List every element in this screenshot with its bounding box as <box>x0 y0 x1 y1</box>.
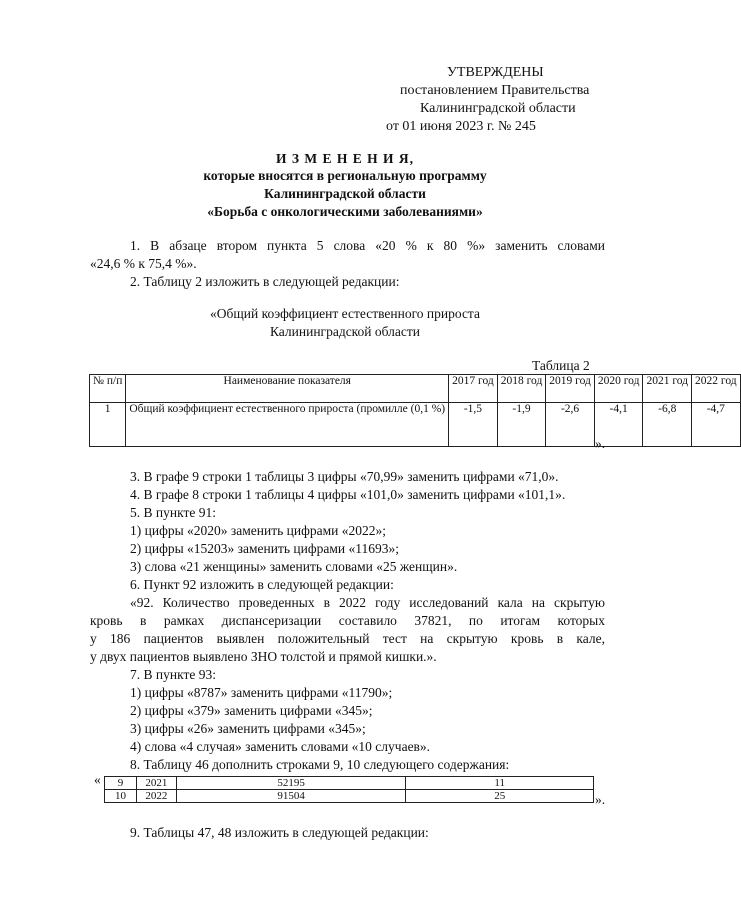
paragraph-5-item-2: 2) цифры «15203» заменить цифрами «11693»; <box>130 541 399 556</box>
paragraph-7-item-4: 4) слова «4 случая» заменить словами «10 случаев». <box>130 739 431 754</box>
table-46-rows <box>104 776 594 803</box>
table-46-row <box>105 790 594 803</box>
table-46-row <box>105 777 594 790</box>
paragraph-3: 3. В графе 9 строки 1 таблицы 3 цифры «70,99» заменить цифрами «71,0». <box>130 469 559 484</box>
table-46-cell: 2022 <box>136 790 176 803</box>
table-2-cell-value: -1,9 <box>497 403 546 447</box>
paragraph-6: 6. Пункт 92 изложить в следующей редакции: <box>130 577 394 592</box>
table-2-header-row <box>90 375 741 403</box>
table-2-cell-value: -2,6 <box>546 403 595 447</box>
table-2-cell-value: -6,8 <box>643 403 692 447</box>
paragraph-7: 7. В пункте 93: <box>130 667 216 682</box>
paragraph-6-quote-line-2: кровь в рамках диспансеризации составило 37821, по итогам которых <box>90 613 605 628</box>
table-2-close-quote: ». <box>595 436 606 451</box>
table-2-header-year: 2018 год <box>497 375 546 403</box>
table-2-cell-value: -1,5 <box>449 403 498 447</box>
document-title: И З М Е Н Е Н И Я, <box>275 151 414 166</box>
table-2-cell-value: -4,7 <box>692 403 741 447</box>
approval-line-2: Калининградской области <box>420 101 576 116</box>
paragraph-5: 5. В пункте 91: <box>130 505 216 520</box>
table-46-cell: 91504 <box>176 790 406 803</box>
table-2-cell-name: Общий коэффициент естественного прироста (промилле (0,1 %) <box>126 403 449 447</box>
table-46-cell: 11 <box>406 777 594 790</box>
paragraph-7-item-2: 2) цифры «379» заменить цифрами «345»; <box>130 703 373 718</box>
paragraph-6-quote-line-4: у двух пациентов выявлено ЗНО толстой и прямой кишки.». <box>90 649 437 664</box>
paragraph-7-item-1: 1) цифры «8787» заменить цифрами «11790»; <box>130 685 393 700</box>
table-46-cell: 10 <box>105 790 137 803</box>
document-subtitle-line-2: Калининградской области <box>264 186 426 201</box>
table-2-header-num: № п/п <box>90 375 126 403</box>
table-2-header-year: 2020 год <box>594 375 643 403</box>
table-2-header-year: 2021 год <box>643 375 692 403</box>
paragraph-8: 8. Таблицу 46 дополнить строками 9, 10 следующего содержания: <box>130 757 510 772</box>
paragraph-9: 9. Таблицы 47, 48 изложить в следующей редакции: <box>130 825 429 840</box>
table-2-caption-line-2: Калининградской области <box>269 324 421 339</box>
paragraph-6-quote-line-1: «92. Количество проведенных в 2022 году исследований кала на скрытую <box>130 595 605 610</box>
table-2-label: Таблица 2 <box>532 358 590 373</box>
approval-line-3: от 01 июня 2023 г. № 245 <box>386 119 536 134</box>
table-46-cell: 52195 <box>176 777 406 790</box>
table-2-cell-num: 1 <box>90 403 126 447</box>
document-subtitle-line-3: «Борьба с онкологическими заболеваниями» <box>207 204 483 219</box>
table-2-cell-value: -4,1 <box>594 403 643 447</box>
table-2-header-year: 2019 год <box>546 375 595 403</box>
paragraph-1-line-1: 1. В абзаце втором пункта 5 слова «20 % к 80 %» заменить словами <box>130 238 605 253</box>
table-46-cell: 25 <box>406 790 594 803</box>
paragraph-1-line-2: «24,6 % к 75,4 %». <box>90 256 197 271</box>
approval-title: УТВЕРЖДЕНЫ <box>447 65 544 80</box>
document-subtitle-line-1: которые вносятся в региональную программу <box>203 168 487 183</box>
table-46-cell: 9 <box>105 777 137 790</box>
table-46-cell: 2021 <box>136 777 176 790</box>
paragraph-2: 2. Таблицу 2 изложить в следующей редакции: <box>130 274 400 289</box>
table-2-header-name: Наименование показателя <box>126 375 449 403</box>
table-46-open-quote: « <box>94 772 101 787</box>
table-2 <box>89 374 741 447</box>
table-2-row <box>90 403 741 447</box>
table-2-header-year: 2017 год <box>449 375 498 403</box>
paragraph-7-item-3: 3) цифры «26» заменить цифрами «345»; <box>130 721 366 736</box>
table-2-caption-line-1: «Общий коэффициент естественного прироста <box>209 306 480 321</box>
paragraph-4: 4. В графе 8 строки 1 таблицы 4 цифры «101,0» заменить цифрами «101,1». <box>130 487 566 502</box>
table-2-header-year: 2022 год <box>692 375 741 403</box>
paragraph-5-item-3: 3) слова «21 женщины» заменить словами «25 женщин». <box>130 559 458 574</box>
paragraph-5-item-1: 1) цифры «2020» заменить цифрами «2022»; <box>130 523 386 538</box>
paragraph-6-quote-line-3: у 186 пациентов выявлен положительный тест на скрытую кровь в кале, <box>90 631 605 646</box>
table-46-close-quote: ». <box>595 792 606 807</box>
approval-line-1: постановлением Правительства <box>400 83 590 98</box>
